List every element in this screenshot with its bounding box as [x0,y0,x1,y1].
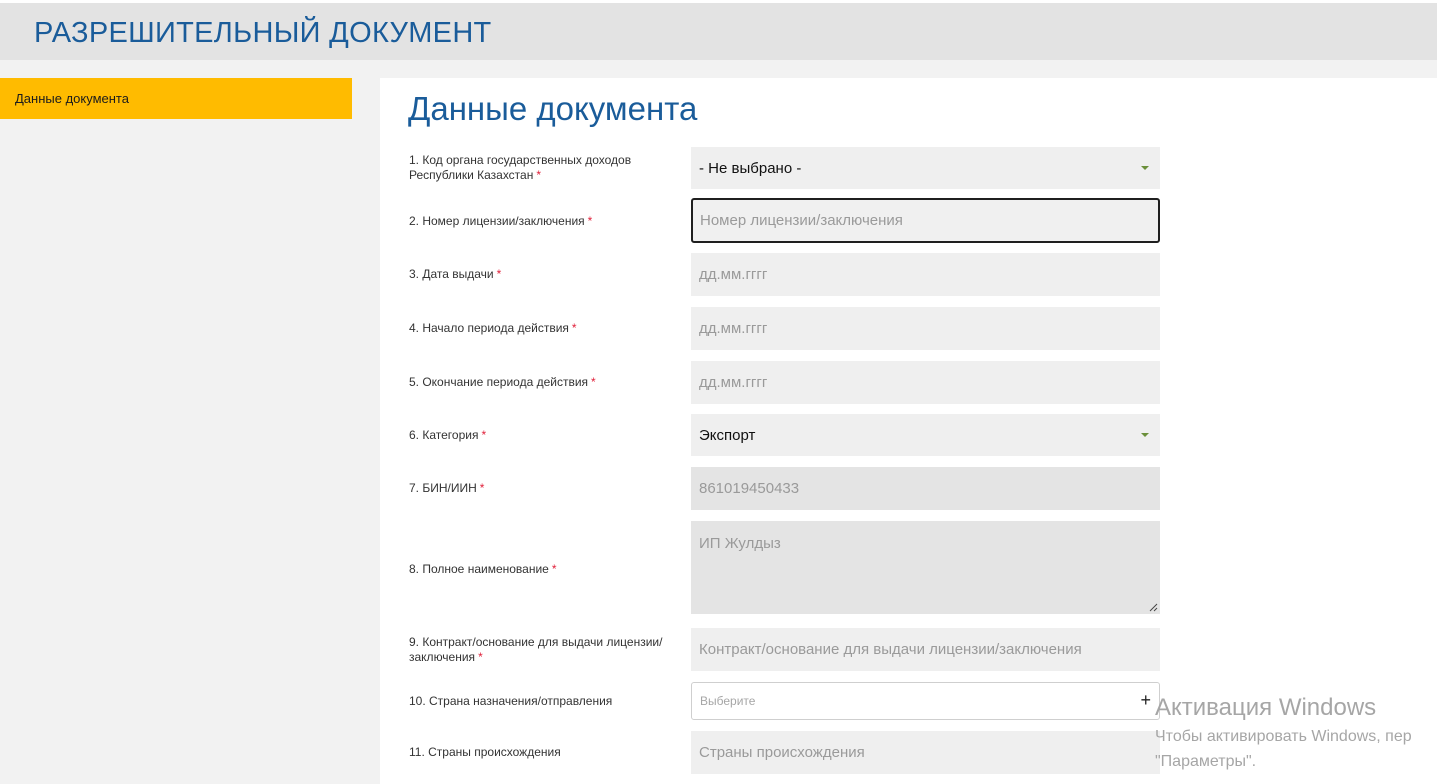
header-title: РАЗРЕШИТЕЛЬНЫЙ ДОКУМЕНТ [34,17,492,49]
validity-start-input[interactable] [691,307,1160,350]
validity-end-placeholder: дд.мм.гггг [699,374,768,391]
select-value: Экспорт [699,426,756,444]
field-label-validity-end: 5. Окончание периода действия * [409,375,596,389]
contract-basis-input[interactable] [691,628,1160,671]
bin-iin-value: 861019450433 [699,480,800,497]
field-label-category: 6. Категория * [409,428,487,442]
field-label-destination-country: 10. Страна назначения/отправления [409,694,613,708]
field-label-bin-iin: 7. БИН/ИИН * [409,481,485,495]
field-label-contract-basis: 9. Контракт/основание для выдачи лицензии/заключения * [409,635,663,664]
field-label-revenue-authority-code: 1. Код органа государственных доходов Республики Казахстан * [409,153,632,182]
watermark-title: Активация Windows [1155,694,1377,721]
select-value: - Не выбрано - [699,159,802,177]
validity-start-placeholder: дд.мм.гггг [699,320,768,337]
page-title: Данные документа [408,90,698,127]
validity-end-input[interactable] [691,361,1160,404]
field-label-license-number: 2. Номер лицензии/заключения * [409,214,593,228]
revenue-authority-code-select[interactable] [691,147,1160,189]
issue-date-input[interactable] [691,253,1160,296]
plus-icon[interactable]: + [1140,690,1151,710]
issue-date-placeholder: дд.мм.гггг [699,266,768,283]
origin-countries-placeholder: Страны происхождения [699,744,865,761]
watermark-line-2: "Параметры". [1155,753,1257,770]
contract-basis-placeholder: Контракт/основание для выдачи лицензии/заключения [699,641,1082,658]
field-label-full-name: 8. Полное наименование * [409,562,557,576]
origin-countries-input[interactable] [691,731,1160,774]
field-label-origin-countries: 11. Страны происхождения [409,745,561,759]
resize-handle-icon[interactable] [1148,602,1158,612]
sidebar-item-document-data[interactable]: Данные документа [0,78,352,119]
header-bar [0,0,1437,60]
watermark-line-1: Чтобы активировать Windows, пер [1155,728,1412,745]
field-label-validity-start: 4. Начало периода действия * [409,321,577,335]
destination-country-multiselect[interactable] [691,682,1160,720]
chevron-down-icon [1141,166,1149,170]
chevron-down-icon [1141,433,1149,437]
windows-activation-watermark [1150,690,1437,784]
bin-iin-input [691,467,1160,510]
field-label-issue-date: 3. Дата выдачи * [409,267,502,281]
full-name-value: ИП Жулдыз [699,535,781,552]
license-number-placeholder: Номер лицензии/заключения [700,212,903,229]
full-name-textarea [691,521,1160,614]
license-number-input[interactable] [691,198,1160,243]
category-select[interactable] [691,414,1160,456]
destination-country-placeholder: Выберите [700,694,756,708]
